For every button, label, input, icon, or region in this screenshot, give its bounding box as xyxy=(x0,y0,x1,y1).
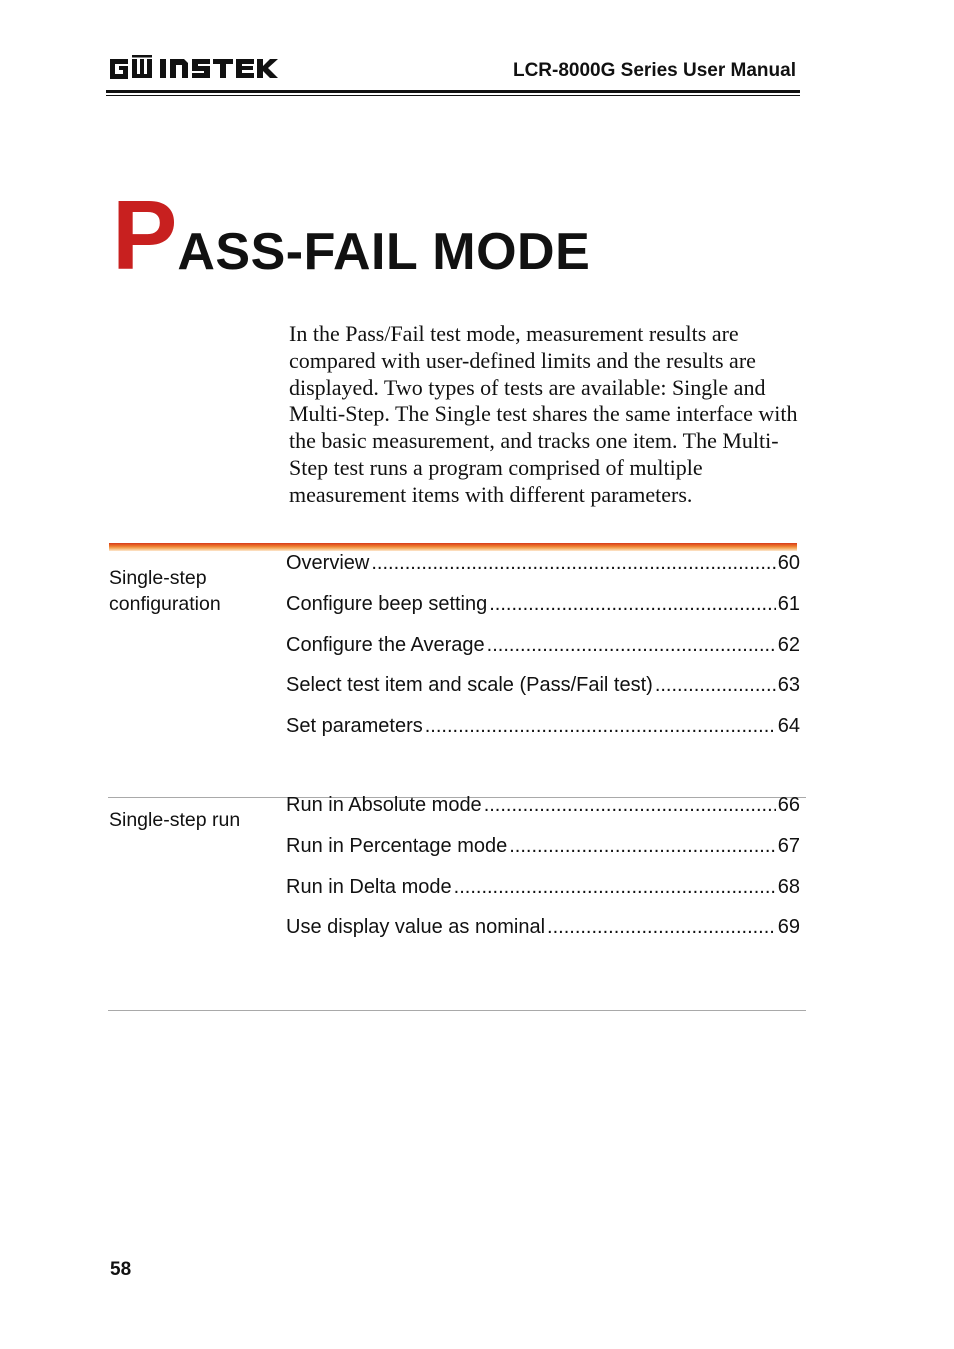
section-label-single-step-run: Single-step run xyxy=(109,809,241,831)
toc-entry-title: Use display value as nominal xyxy=(286,916,546,939)
toc-entry-configure-the-average[interactable] xyxy=(286,634,800,675)
toc-leader-dots xyxy=(425,715,776,738)
page-number: 58 xyxy=(110,1259,132,1280)
toc-leader-dots xyxy=(509,835,776,858)
toc-entry-page: 69 xyxy=(777,916,800,939)
chapter-title-initial: P xyxy=(112,180,178,290)
toc-entry-run-in-absolute-mode[interactable] xyxy=(286,794,800,835)
toc-entry-page: 68 xyxy=(777,875,800,898)
toc-entry-page: 62 xyxy=(777,633,800,656)
section-label-single-step-configuration: Single-step configuration xyxy=(109,567,221,615)
toc-entry-page: 67 xyxy=(777,834,800,857)
toc-entry-page: 61 xyxy=(777,592,800,615)
toc-entry-title: Run in Percentage mode xyxy=(286,834,508,857)
toc-list-single-step-configuration xyxy=(286,552,800,756)
toc-entry-page: 66 xyxy=(777,794,800,816)
toc-entry-overview[interactable] xyxy=(286,552,800,593)
toc-entry-title: Overview xyxy=(286,552,370,574)
toc-entry-title: Run in Absolute mode xyxy=(286,794,482,816)
toc-leader-dots xyxy=(487,634,776,657)
toc-leader-dots xyxy=(489,593,776,616)
toc-entry-page: 63 xyxy=(777,674,800,697)
chapter-title-text: ASS-FAIL MODE xyxy=(177,223,591,281)
toc-entry-configure-beep-setting[interactable] xyxy=(286,593,800,634)
toc-leader-dots xyxy=(484,794,776,817)
section-divider-gradient xyxy=(109,543,797,551)
toc-entry-title: Configure the Average xyxy=(286,633,485,656)
toc-entry-run-in-delta-mode[interactable] xyxy=(286,876,800,917)
chapter-title xyxy=(112,180,591,290)
manual-title: LCR-8000G Series User Manual xyxy=(512,60,796,81)
toc-entry-title: Run in Delta mode xyxy=(286,875,452,898)
toc-entry-title: Configure beep setting xyxy=(286,592,488,615)
gw-instek-logo xyxy=(108,55,280,83)
toc-entry-run-in-percentage-mode[interactable] xyxy=(286,835,800,876)
header-rule xyxy=(106,90,800,93)
toc-leader-dots xyxy=(547,916,776,939)
toc-entry-set-parameters[interactable] xyxy=(286,715,800,756)
toc-entry-use-display-value-as-nominal[interactable] xyxy=(286,916,800,957)
toc-entry-title: Set parameters xyxy=(286,715,423,738)
toc-entry-page: 60 xyxy=(777,552,800,574)
toc-entry-page: 64 xyxy=(777,715,800,738)
intro-paragraph: In the Pass/Fail test mode, measurement results are compared with user-defined limits and the results are displayed. Two types of tests are available: Single and Multi-Step. The Single test shares the same interface with the basic measurement, and tracks one item. The Multi-Step test runs a program comprised of multiple measurement items with different parameters. xyxy=(289,321,798,507)
toc-list-single-step-run xyxy=(286,794,800,957)
toc-entry-title: Select test item and scale (Pass/Fail test) xyxy=(286,674,653,697)
toc-leader-dots xyxy=(655,674,776,697)
toc-leader-dots xyxy=(371,552,775,575)
toc-entry-select-test-item-and-scale[interactable] xyxy=(286,674,800,715)
section-divider-bottom xyxy=(108,1010,806,1011)
header-rule-thin xyxy=(106,95,800,96)
toc-leader-dots xyxy=(454,876,776,899)
